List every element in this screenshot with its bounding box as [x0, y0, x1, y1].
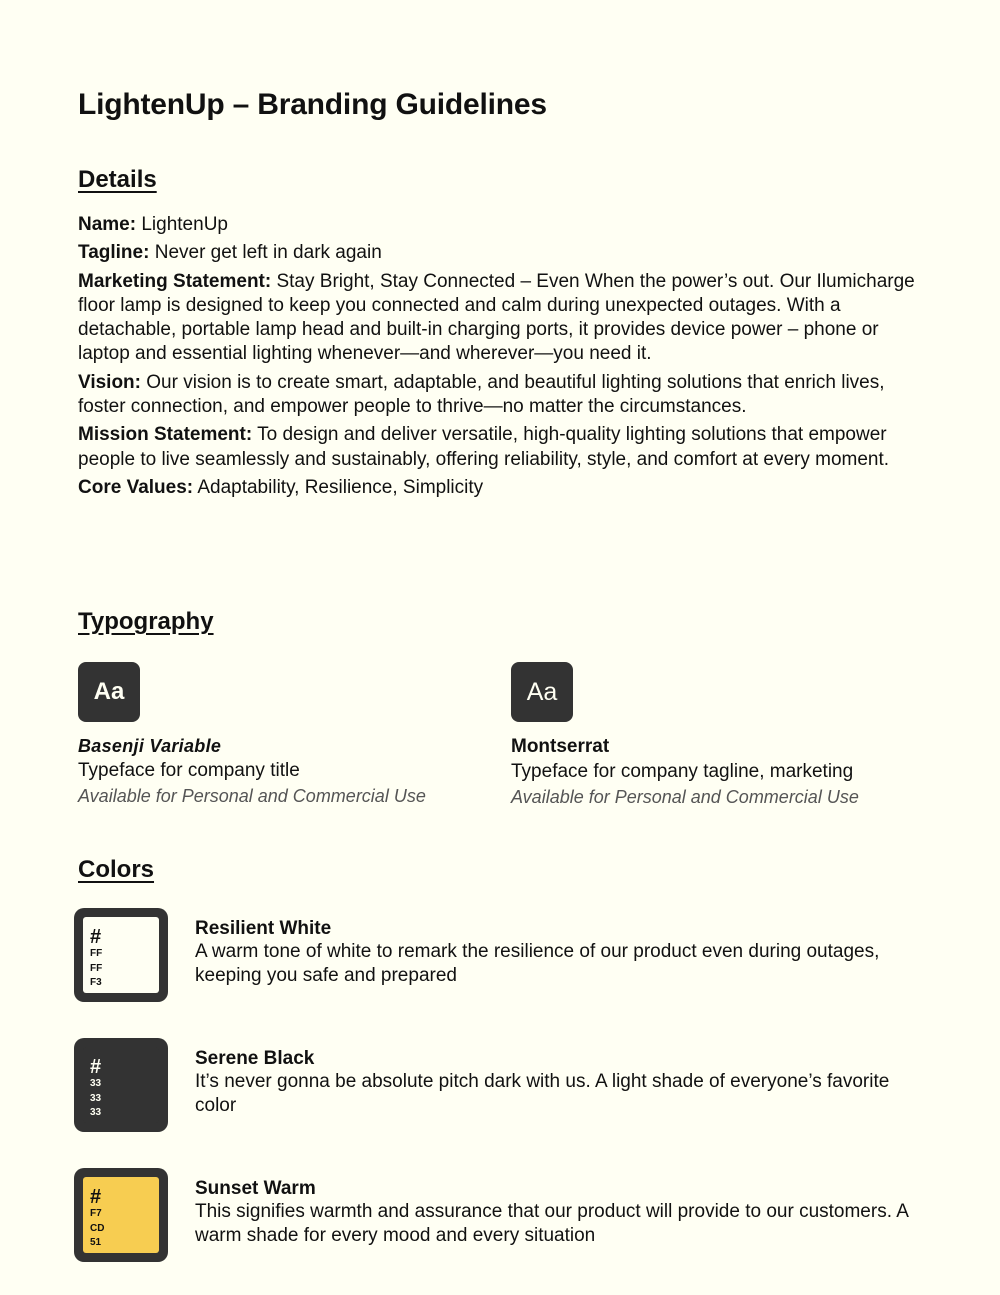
color-chip — [74, 1168, 168, 1262]
chip-code-part: 33 — [90, 1092, 102, 1104]
color-info — [195, 1048, 925, 1119]
color-name: Serene Black — [195, 1048, 315, 1069]
color-chip — [74, 1038, 168, 1132]
font-license: Available for Personal and Commercial Use — [511, 787, 859, 807]
color-chip-code — [90, 927, 102, 991]
chip-hash: # — [90, 1186, 102, 1208]
color-chip-code — [90, 1187, 104, 1251]
color-chip-fill — [83, 1177, 159, 1253]
detail-marketing-statement — [78, 270, 928, 367]
detail-value: Never get left in dark again — [149, 242, 382, 264]
typography-heading: Typography — [78, 608, 214, 635]
color-chip-code — [90, 1057, 101, 1121]
detail-label: Marketing Statement: — [78, 270, 272, 292]
chip-hash: # — [90, 926, 102, 948]
detail-vision — [78, 371, 928, 420]
detail-value: Our vision is to create smart, adaptable, and beautiful lighting solutions that enrich lives, foster connection, and empower people to thrive—no matter the circumstances. — [78, 371, 885, 418]
chip-code-part: F7 — [90, 1208, 102, 1219]
chip-code-part: CD — [90, 1222, 105, 1234]
details-heading: Details — [78, 166, 157, 193]
color-name: Sunset Warm — [195, 1178, 316, 1199]
color-info — [195, 918, 925, 989]
details-list — [78, 213, 928, 504]
detail-value: LightenUp — [136, 214, 228, 235]
chip-code-part: FF — [90, 962, 103, 974]
detail-label: Tagline: — [78, 242, 150, 264]
color-info — [195, 1178, 925, 1249]
chip-code-part: F3 — [90, 977, 102, 988]
chip-code-part: FF — [90, 948, 103, 959]
detail-core-values — [78, 476, 928, 500]
color-description: This signifies warmth and assurance that our product will provide to our customers. A warm shade for every mood and every situation — [195, 1201, 908, 1247]
color-description: A warm tone of white to remark the resilience of our product even during outages, keeping you safe and prepared — [195, 941, 880, 987]
font-card-basenji — [78, 662, 498, 807]
font-sample-swatch: Aa — [78, 662, 140, 722]
detail-tagline — [78, 241, 928, 265]
color-name: Resilient White — [195, 918, 332, 939]
font-card-montserrat — [511, 662, 931, 808]
color-chip-fill — [83, 917, 159, 993]
color-chip-fill — [83, 1047, 159, 1123]
detail-value: Adaptability, Resilience, Simplicity — [193, 476, 484, 498]
font-description: Typeface for company title — [78, 760, 300, 781]
chip-hash: # — [90, 1056, 102, 1078]
detail-label: Mission Statement: — [78, 424, 253, 446]
font-sample-swatch: Aa — [511, 662, 573, 722]
font-description: Typeface for company tagline, marketing — [511, 761, 854, 782]
page-title: LightenUp – Branding Guidelines — [78, 88, 547, 121]
font-name: Montserrat — [511, 736, 610, 757]
chip-code-part: 33 — [90, 1107, 102, 1118]
detail-value: Stay Bright, Stay Connected – Even When the power’s out. Our Ilumicharge floor lamp is designed to keep you connected and calm during unexpected outages. With a detachable, portable lamp head and built-in charging ports, it provides device power – phone or laptop and essential lighting whenever—and wherever—you need it. — [78, 270, 915, 365]
chip-code-part: 51 — [90, 1237, 102, 1248]
detail-mission-statement — [78, 423, 928, 472]
detail-label: Core Values: — [78, 476, 194, 498]
chip-code-part: 33 — [90, 1078, 102, 1089]
detail-value: To design and deliver versatile, high-quality lighting solutions that empower people to live seamlessly and sustainably, offering reliability, style, and comfort at every moment. — [78, 424, 890, 470]
detail-label: Vision: — [78, 371, 141, 393]
color-description: It’s never gonna be absolute pitch dark with us. A light shade of everyone’s favorite color — [195, 1071, 890, 1117]
detail-label: Name: — [78, 214, 137, 235]
color-chip — [74, 908, 168, 1002]
colors-heading: Colors — [78, 856, 155, 883]
font-license: Available for Personal and Commercial Use — [78, 786, 426, 806]
font-name: Basenji Variable — [78, 736, 222, 756]
detail-name — [78, 213, 928, 237]
